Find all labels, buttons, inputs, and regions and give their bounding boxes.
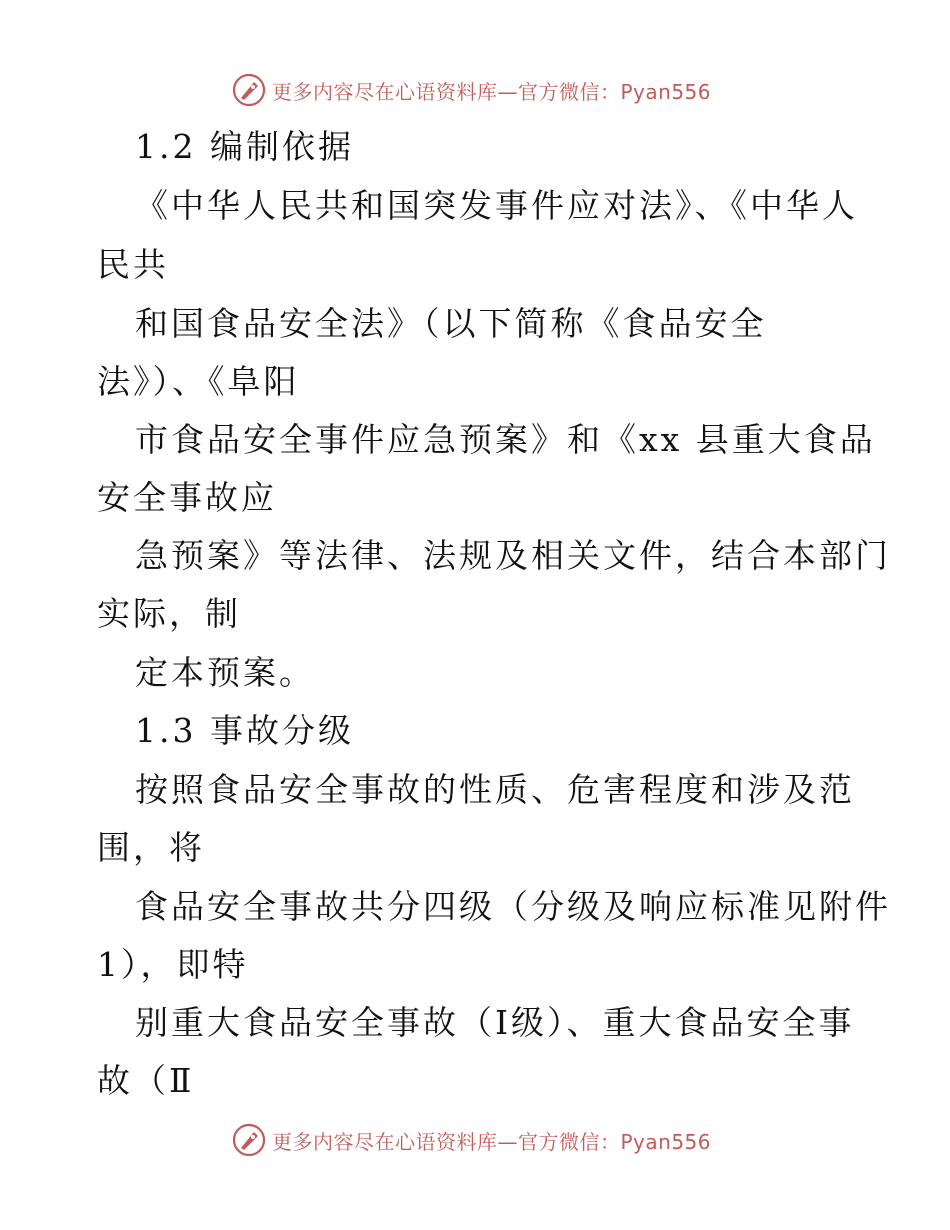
footer-watermark xyxy=(232,1123,711,1157)
paragraph-line: 别重大食品安全事故（Ⅰ级）、重大食品安全事 xyxy=(135,1003,855,1042)
paragraph-line: 《中华人民共和国突发事件应对法》、《中华人 xyxy=(135,186,858,225)
header-banner-text: 更多内容尽在心语资料库—官方微信：Pyan556 xyxy=(272,79,712,104)
paragraph-line: 和国食品安全法》（以下简称《食品安全 xyxy=(135,304,767,343)
header-watermark xyxy=(232,73,711,107)
paragraph-line: 实际，制 xyxy=(97,594,241,633)
section-heading-1-3: 1.3 事故分级 xyxy=(135,711,354,750)
paragraph-line: 急预案》等法律、法规及相关文件，结合本部门 xyxy=(135,536,891,575)
paragraph-line: 安全事故应 xyxy=(97,478,277,517)
paragraph-line: 食品安全事故共分四级（分级及响应标准见附件 xyxy=(135,887,891,926)
paragraph-line: 市食品安全事件应急预案》和《xx 县重大食品 xyxy=(135,420,876,459)
footer-banner-text: 更多内容尽在心语资料库—官方微信：Pyan556 xyxy=(272,1129,712,1154)
paragraph-line: 故（Ⅱ xyxy=(97,1061,195,1100)
paragraph-line: 围，将 xyxy=(97,828,205,867)
paragraph-line: 1），即特 xyxy=(97,945,249,984)
paragraph-line: 法》）、《阜阳 xyxy=(97,362,300,401)
pen-nib-logo-icon xyxy=(232,73,266,107)
paragraph-line: 按照食品安全事故的性质、危害程度和涉及范 xyxy=(135,770,855,809)
paragraph-line: 民共 xyxy=(97,245,169,284)
paragraph-line: 定本预案。 xyxy=(135,653,315,692)
section-heading-1-2: 1.2 编制依据 xyxy=(135,127,354,166)
pen-nib-logo-icon xyxy=(232,1123,266,1157)
